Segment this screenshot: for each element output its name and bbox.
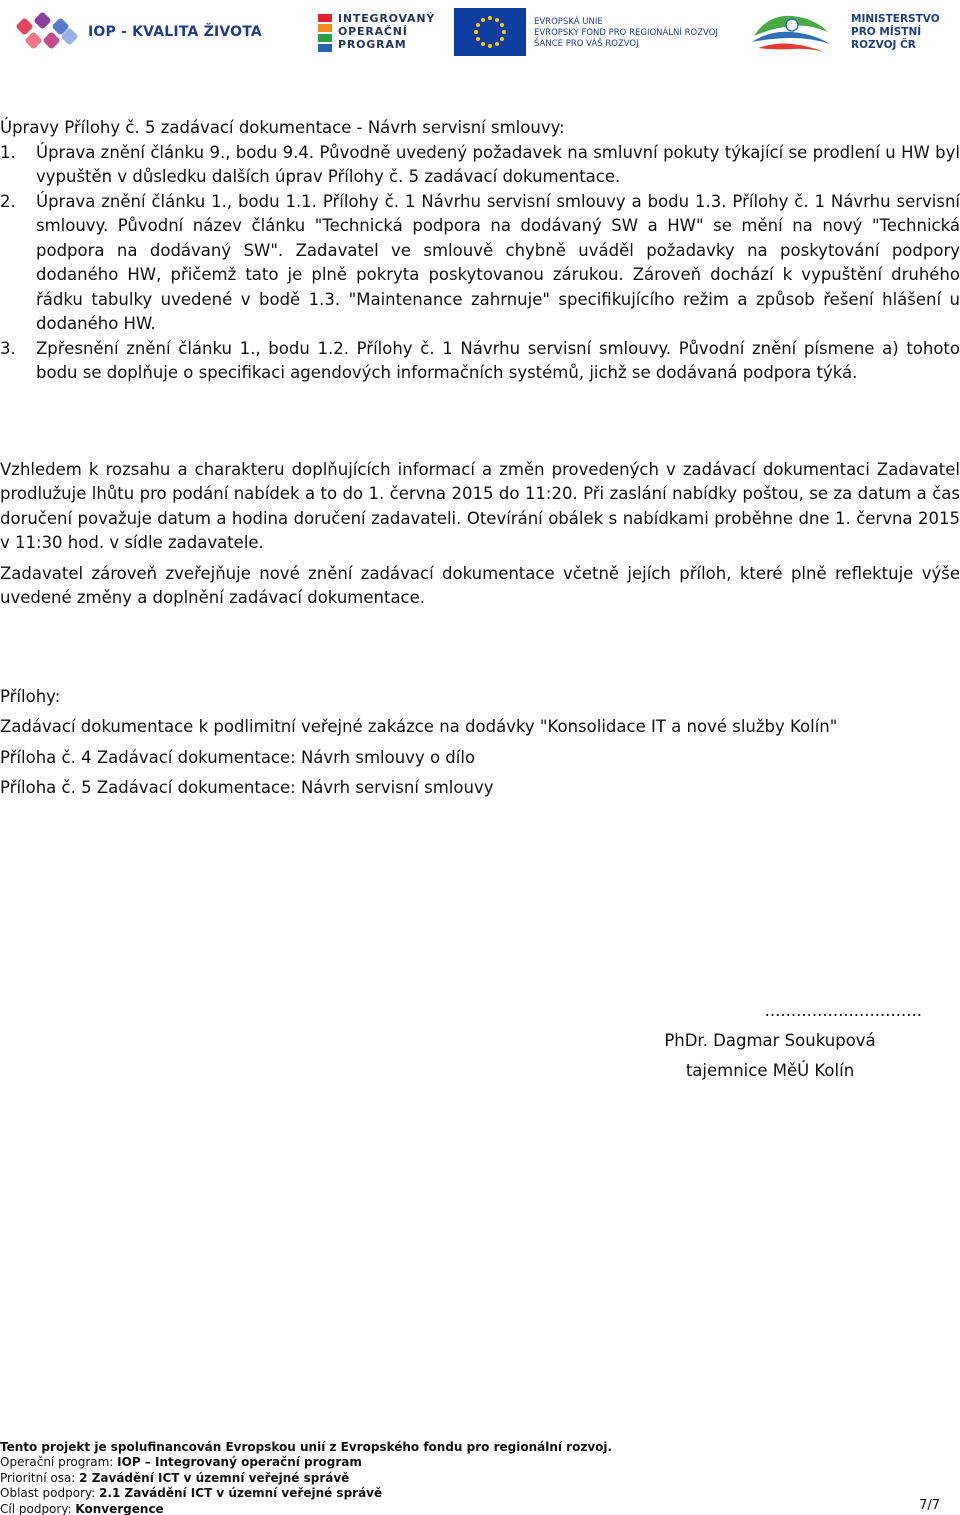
attachment-item: Zadávací dokumentace k podlimitní veřejné zakázce na dodávky "Konsolidace IT a nové služby Kolín"	[0, 717, 838, 736]
footer-program-label: Operační program:	[0, 1455, 118, 1470]
attachments-heading: Přílohy:	[0, 686, 61, 706]
list-item-text: Úprava znění článku 1., bodu 1.1. Přílohy č. 1 Návrhu servisní smlouvy a bodu 1.3. Přílohy č. 1 Návrhu servisní smlouvy. Původní název článku "Technická podpora na dodávaný SW a HW" se mění na nový "Technická podpora na dodávaný SW". Zadavatel ve smlouvě chybně uváděl požadavky na poskytování podpory dodaného HW, přičemž tato je plně pokryta poskytovanou zárukou. Zároveň dochází k vypuštění druhého řádku tabulky uvedené v bodě 1.3. "Maintenance zahrnuje" specifikujícího režim a způsob řešení hlášení u dodaného HW.	[36, 191, 960, 333]
list-item-text: Úprava znění článku 9., bodu 9.4. Původně uvedený požadavek na smluvní pokuty týkající se prodlení u HW byl vypuštěn v důsledku dalších úprav Přílohy č. 5 zadávací dokumentace.	[36, 142, 960, 186]
footer-program-value: IOP – Integrovaný operační program	[117, 1455, 362, 1470]
eu-line-2: EVROPSKÝ FOND PRO REGIONÁLNÍ ROZVOJ	[534, 28, 718, 38]
changes-list	[0, 141, 960, 386]
iop-logo	[12, 8, 262, 64]
signatory-role: tajemnice MěÚ Kolín	[685, 1061, 855, 1080]
list-item-number: 3.	[0, 338, 16, 358]
signature-line: ..............................	[764, 1001, 922, 1020]
footer-goal	[0, 1502, 960, 1515]
signature-block	[610, 996, 930, 1086]
ministry-line-1: MINISTERSTVO	[851, 13, 940, 25]
list-item	[0, 337, 960, 386]
header-logos	[0, 8, 960, 64]
eu-flag-icon	[454, 8, 526, 56]
eu-line-3: ŠANCE PRO VÁŠ ROZVOJ	[534, 39, 639, 49]
program-line-3: PROGRAM	[338, 38, 407, 51]
footer-program	[0, 1455, 960, 1470]
document-body	[0, 116, 960, 801]
footer-area	[0, 1486, 960, 1501]
footer-axis	[0, 1471, 960, 1486]
list-item	[0, 190, 960, 337]
program-line-2: OPERAČNÍ	[338, 25, 408, 38]
integrated-program-logo	[318, 8, 443, 64]
attachment-item: Příloha č. 5 Zadávací dokumentace: Návrh servisní smlouvy	[0, 778, 494, 797]
ministry-logo	[748, 8, 958, 64]
list-item	[0, 141, 960, 190]
publication-paragraph: Zadavatel zároveň zveřejňuje nové znění zadávací dokumentace včetně jejích příloh, které plně reflektuje výše uvedené změny a doplnění zadávací dokumentace.	[0, 563, 960, 607]
footer-cofinancing: Tento projekt je spolufinancován Evropskou unií z Evropského fondu pro regionální rozvoj.	[0, 1440, 613, 1454]
eu-line-1: EVROPSKÁ UNIE	[534, 17, 603, 27]
iop-logo-text: IOP - KVALITA ŽIVOTA	[88, 24, 262, 40]
footer-goal-value: Konvergence	[75, 1501, 164, 1515]
ministry-line-2: PRO MÍSTNÍ	[851, 26, 922, 38]
footer-goal-label: Cíl podpory:	[0, 1501, 76, 1515]
deadline-paragraph: Vzhledem k rozsahu a charakteru doplňujících informací a změn provedených v zadávací dokumentaci Zadavatel prodlužuje lhůtu pro podání nabídek a to do 1. června 2015 do 11:20. Při zaslání nabídky poštou, se za datum a čas doručení považuje datum a hodina doručení zadavateli. Otevírání obálek s nabídkami proběhne dne 1. června 2015 v 11:30 hod. v sídle zadavatele.	[0, 459, 960, 552]
list-item-number: 1.	[0, 142, 16, 162]
ministry-line-3: ROZVOJ ČR	[851, 39, 916, 51]
section-title: Úpravy Přílohy č. 5 zadávací dokumentace - Návrh servisní smlouvy:	[0, 118, 565, 137]
ministry-emblem-icon	[748, 10, 834, 54]
footer-axis-value: 2 Zavádění ICT v územní veřejné správě	[79, 1470, 350, 1485]
attachment-item: Příloha č. 4 Zadávací dokumentace: Návrh smlouvy o dílo	[0, 747, 476, 767]
list-item-text: Zpřesnění znění článku 1., bodu 1.2. Přílohy č. 1 Návrhu servisní smlouvy. Původní znění písmene a) tohoto bodu se doplňuje o specifikaci agendových informačních systémů, jichž se dodávaná podpora týká.	[36, 338, 960, 382]
footer-axis-label: Prioritní osa:	[0, 1470, 80, 1485]
footer-area-value: 2.1 Zavádění ICT v územní veřejné správě	[99, 1486, 383, 1501]
signatory-name: PhDr. Dagmar Soukupová	[664, 1031, 876, 1050]
footer-area-label: Oblast podpory:	[0, 1486, 100, 1501]
program-bars-icon	[318, 14, 332, 54]
page-number: 7/7	[919, 1498, 940, 1513]
eu-logo	[454, 8, 744, 64]
list-item-number: 2.	[0, 191, 16, 211]
footer	[0, 1440, 960, 1515]
hexagon-icon	[24, 31, 42, 49]
program-line-1: INTEGROVANÝ	[338, 12, 436, 25]
hexagon-icon	[33, 11, 51, 29]
